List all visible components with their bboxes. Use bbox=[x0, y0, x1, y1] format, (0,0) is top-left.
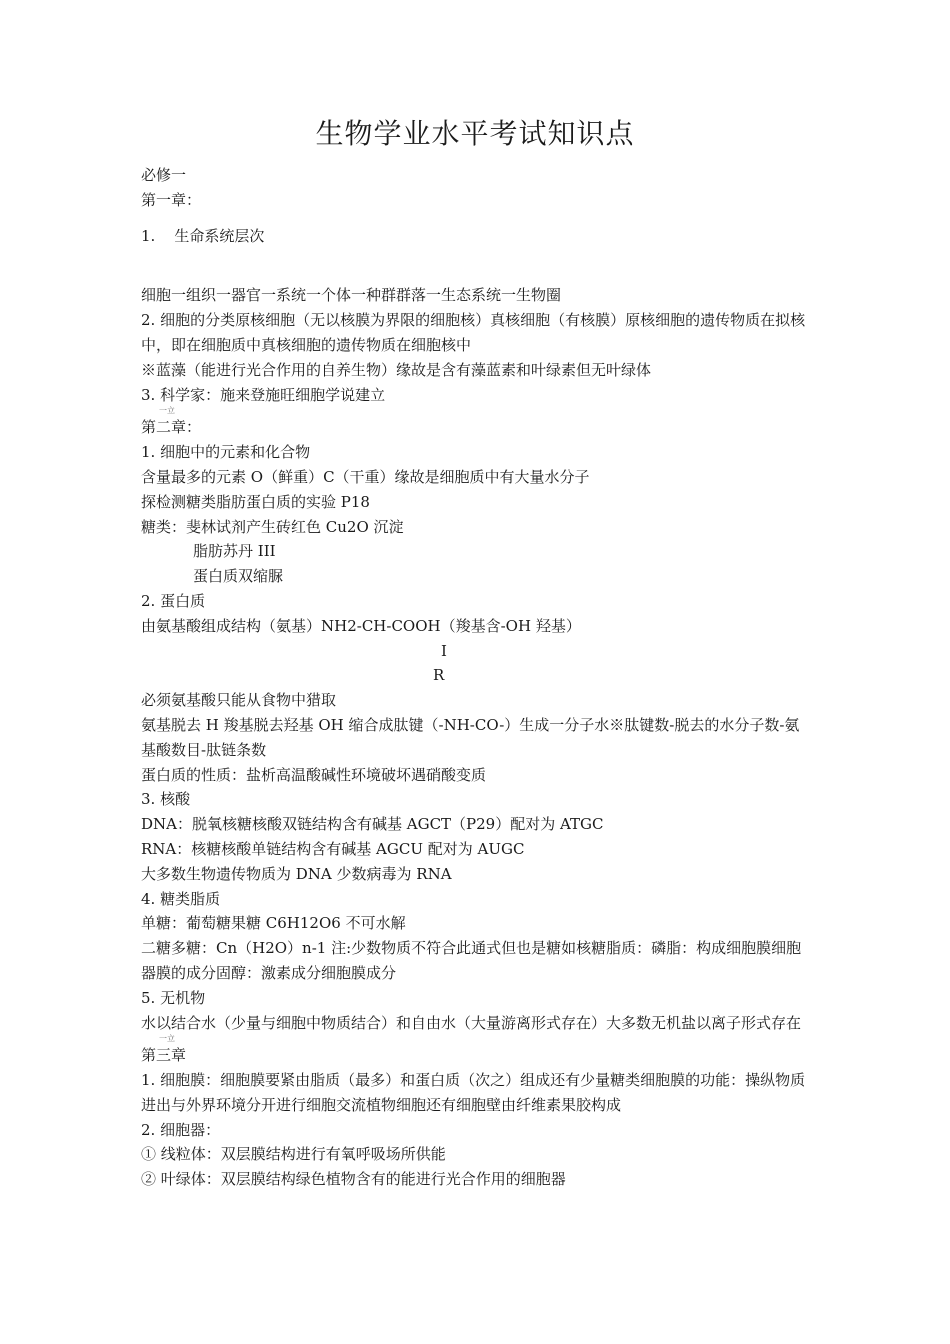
item-heading: 4. 糖类脂质 bbox=[141, 889, 221, 908]
chapter-heading: 第二章： bbox=[141, 418, 202, 437]
list-item: ② 叶绿体：双层膜结构绿色植物含有的能进行光合作用的细胞器 bbox=[141, 1170, 566, 1189]
text-line: RNA：核糖核酸单链结构含有碱基 AGCU 配对为 AUGC bbox=[141, 839, 525, 858]
text-line: 1. 细胞膜：细胞膜要紧由脂质（最多）和蛋白质（次之）组成还有少量糖类细胞膜的功能：操纵物质进出与外界环境分开进行细胞交流植物细胞还有细胞壁由纤维素果胶构成 bbox=[141, 1071, 806, 1114]
text-line: 2. 细胞的分类原核细胞（无以核膜为界限的细胞核）真核细胞（有核膜）原核细胞的遗传物质在拟核中，即在细胞质中真核细胞的遗传物质在细胞核中 bbox=[141, 311, 806, 354]
text-line: 蛋白质的性质：盐析高温酸碱性环境破坏遇硝酸变质 bbox=[141, 765, 487, 784]
formula-r-group: R bbox=[433, 666, 445, 685]
text-line: ※蓝藻（能进行光合作用的自养生物）缘故是含有藻蓝素和叶绿素但无叶绿体 bbox=[141, 360, 652, 379]
text-line: 单糖：葡萄糖果糖 C6H12O6 不可水解 bbox=[141, 914, 406, 933]
text-line: DNA：脱氧核糖核酸双链结构含有碱基 AGCT（P29）配对为 ATGC bbox=[141, 815, 604, 834]
item-heading: 5. 无机物 bbox=[141, 988, 206, 1007]
section-heading: 必修一 bbox=[141, 166, 187, 184]
list-item: ① 线粒体：双层膜结构进行有氧呼吸场所供能 bbox=[141, 1145, 446, 1164]
text-line: 含量最多的元素 O（鲜重）C（干重）缘故是细胞质中有大量水分子 bbox=[141, 467, 590, 486]
formula-bond: I bbox=[441, 641, 447, 660]
text-line: 探检测糖类脂肪蛋白质的实验 P18 bbox=[141, 492, 370, 511]
text-line: 3. 科学家：施来登施旺细胞学说建立 bbox=[141, 385, 386, 404]
chapter-heading: 第一章： bbox=[141, 190, 202, 209]
text-line: 必须氨基酸只能从食物中猎取 bbox=[141, 691, 337, 710]
margin-mark: 一立 bbox=[159, 406, 175, 416]
text-line: 细胞一组织一器官一系统一个体一种群群落一生态系统一生物圈 bbox=[141, 286, 562, 305]
text-line: 二糖多糖：Cn（H2O）n-1 注:少数物质不符合此通式但也是糖如核糖脂质：磷脂：构成细胞膜细胞器膜的成分固醇：激素成分细胞膜成分 bbox=[141, 939, 802, 982]
text-line: 大多数生物遗传物质为 DNA 少数病毒为 RNA bbox=[141, 864, 452, 883]
text-line: 水以结合水（少量与细胞中物质结合）和自由水（大量游离形式存在）大多数无机盐以离子形式存在 bbox=[141, 1013, 802, 1032]
text-line: 脂肪苏丹 III bbox=[193, 542, 276, 561]
item-heading: 2. 细胞器： bbox=[141, 1120, 221, 1139]
text-line: 由氨基酸组成结构（氨基）NH2-CH-COOH（羧基含-OH 羟基） bbox=[141, 616, 581, 635]
text-line: 蛋白质双缩脲 bbox=[193, 567, 284, 586]
item-heading: 1. 生命系统层次 bbox=[141, 226, 265, 245]
item-heading: 1. 细胞中的元素和化合物 bbox=[141, 443, 311, 462]
item-heading: 3. 核酸 bbox=[141, 790, 191, 809]
margin-mark: 一立 bbox=[159, 1034, 175, 1044]
chapter-heading: 第三章 bbox=[141, 1046, 187, 1065]
document-body bbox=[141, 163, 811, 1192]
item-heading: 2. 蛋白质 bbox=[141, 591, 206, 610]
document-title: 生物学业水平考试知识点 bbox=[315, 117, 635, 150]
text-line: 氨基脱去 H 羧基脱去羟基 OH 缩合成肽键（-NH-CO-）生成一分子水※肽键数-脱去的水分子数-氨基酸数目-肽链条数 bbox=[141, 715, 800, 759]
text-line: 糖类：斐林试剂产生砖红色 Cu2O 沉淀 bbox=[141, 517, 404, 536]
